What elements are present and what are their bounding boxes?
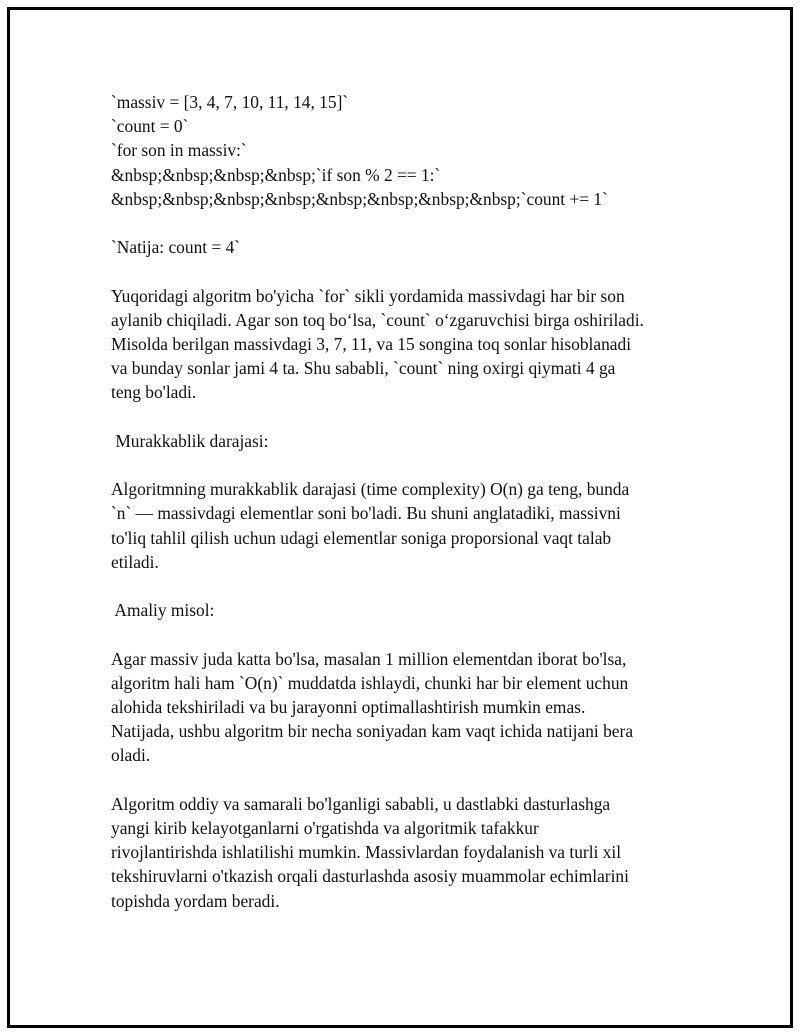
paragraph-line: Algoritmning murakkablik darajasi (time complexity) O(n) ga teng, bunda bbox=[111, 479, 630, 500]
paragraph-line: Yuqoridagi algoritm bo'yicha `for` sikli yordamida massivdagi har bir son bbox=[111, 285, 625, 306]
example-paragraph bbox=[111, 647, 701, 768]
paragraph-line: `n` — massivdagi elementlar soni bo'ladi. Bu shuni anglatadiki, massivni bbox=[111, 503, 621, 524]
paragraph-line: aylanib chiqiladi. Agar son toq bo‘lsa, `count` o‘zgaruvchisi birga oshiriladi. bbox=[111, 309, 644, 330]
paragraph-line: alohida tekshiriladi va bu jarayonni optimallashtirish mumkin emas. bbox=[111, 696, 586, 717]
complexity-paragraph bbox=[111, 477, 701, 574]
spacer bbox=[111, 259, 701, 283]
code-block bbox=[111, 90, 701, 211]
paragraph-line: Algoritm oddiy va samarali bo'lganligi sababli, u dastlabki dasturlashga bbox=[111, 793, 611, 814]
paragraph-line: tekshiruvlarni o'tkazish orqali dasturlashda asosiy muammolar echimlarini bbox=[111, 866, 629, 887]
spacer bbox=[111, 622, 701, 646]
code-line: &nbsp;&nbsp;&nbsp;&nbsp;&nbsp;&nbsp;&nbsp;&nbsp;`count += 1` bbox=[111, 188, 608, 209]
example-heading: Amaliy misol: bbox=[111, 600, 215, 621]
paragraph-line: Natijada, ushbu algoritm bir necha soniyadan kam vaqt ichida natijani bera bbox=[111, 721, 634, 742]
paragraph-line: Agar massiv juda katta bo'lsa, masalan 1 million elementdan iborat bo'lsa, bbox=[111, 648, 627, 669]
explanation-paragraph bbox=[111, 284, 701, 405]
paragraph-line: oladi. bbox=[111, 745, 151, 766]
paragraph-line: va bunday sonlar jami 4 ta. Shu sababli, `count` ning oxirgi qiymati 4 ga bbox=[111, 358, 616, 379]
paragraph-line: teng bo'ladi. bbox=[111, 382, 197, 403]
conclusion-paragraph bbox=[111, 792, 701, 913]
spacer bbox=[111, 405, 701, 429]
paragraph-line: yangi kirib kelayotganlarni o'rgatishda va algoritmik tafakkur bbox=[111, 817, 539, 838]
spacer bbox=[111, 211, 701, 235]
complexity-heading: Murakkablik darajasi: bbox=[111, 430, 269, 451]
paragraph-line: to'liq tahlil qilish uchun udagi elementlar soniga proporsional vaqt talab bbox=[111, 527, 612, 548]
code-line: `count = 0` bbox=[111, 116, 189, 137]
code-line: `massiv = [3, 4, 7, 10, 11, 14, 15]` bbox=[111, 92, 349, 112]
paragraph-line: etiladi. bbox=[111, 551, 159, 572]
paragraph-line: Misolda berilgan massivdagi 3, 7, 11, va 15 songina toq sonlar hisoblanadi bbox=[111, 334, 632, 354]
spacer bbox=[111, 574, 701, 598]
paragraph-line: topishda yordam beradi. bbox=[111, 890, 280, 911]
result-line: `Natija: count = 4` bbox=[111, 237, 241, 258]
paragraph-line: rivojlantirishda ishlatilishi mumkin. Massivlardan foydalanish va turli xil bbox=[111, 842, 622, 863]
spacer bbox=[111, 768, 701, 792]
code-line: &nbsp;&nbsp;&nbsp;&nbsp;`if son % 2 == 1:` bbox=[111, 164, 441, 185]
code-line: `for son in massiv:` bbox=[111, 140, 247, 161]
paragraph-line: algoritm hali ham `O(n)` muddatda ishlaydi, chunki har bir element uchun bbox=[111, 672, 629, 693]
spacer bbox=[111, 453, 701, 477]
document-body bbox=[111, 90, 701, 913]
